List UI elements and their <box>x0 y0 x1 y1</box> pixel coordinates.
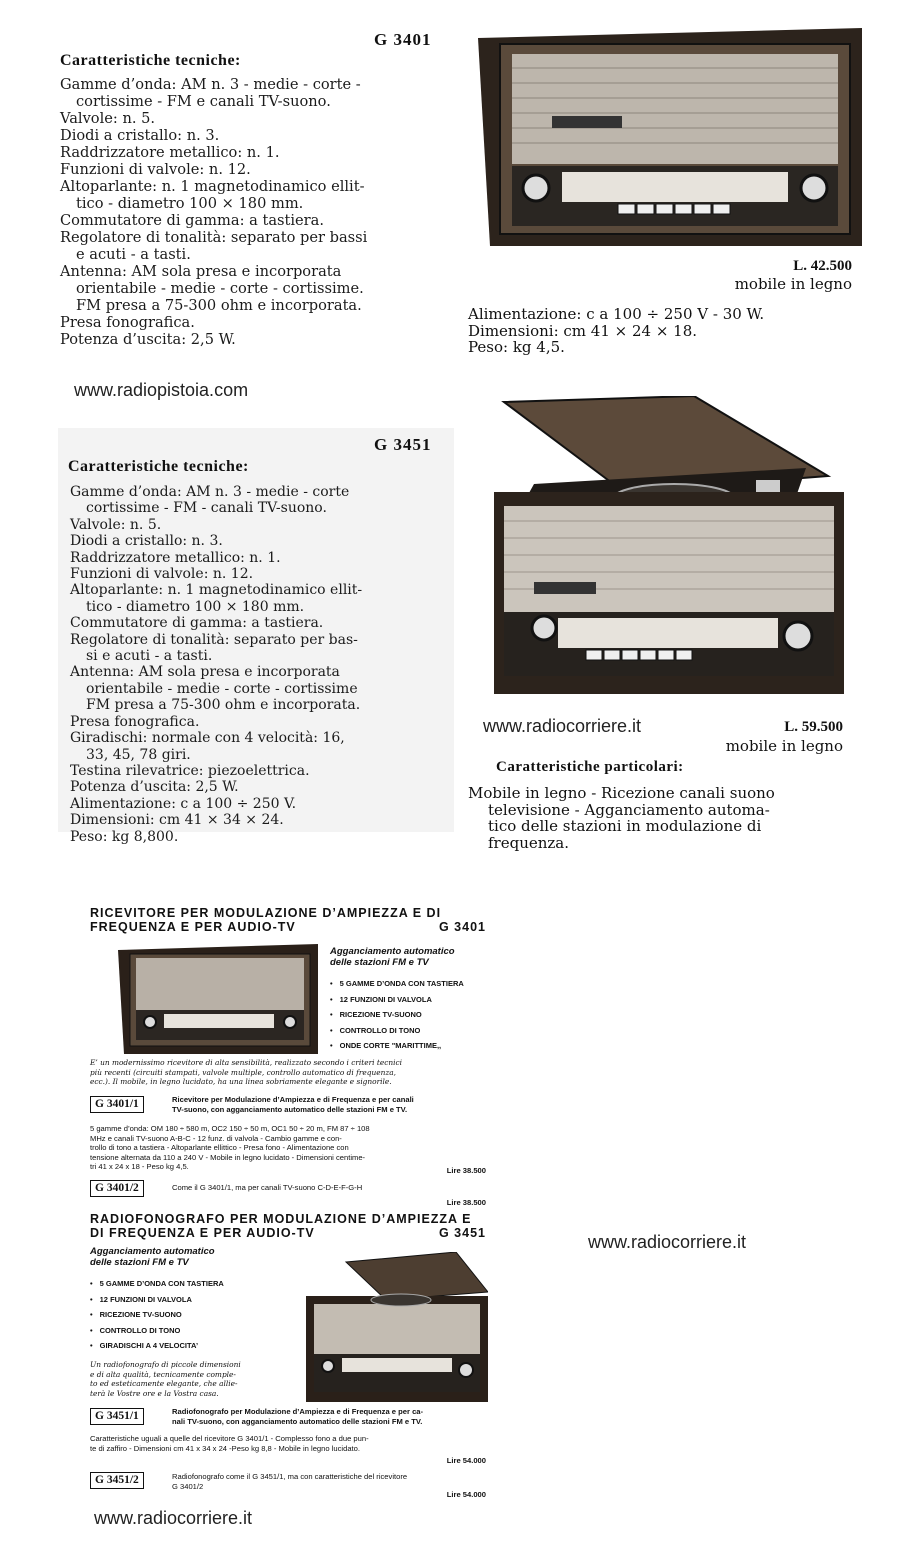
item-price: Lire 54.000 <box>446 1490 486 1499</box>
spec-item <box>70 730 362 763</box>
spec-line: Alimentazione: c a 100 ÷ 250 V. <box>70 795 297 812</box>
spec-continuation: orientabile - medie - corte - cortissime. <box>76 280 364 297</box>
item-detail <box>90 1124 488 1172</box>
catalog-sub-1-line-2: delle stazioni FM e TV <box>330 957 429 968</box>
g3401-power: Alimentazione: c a 100 ÷ 250 V - 30 W. <box>468 305 765 323</box>
spec-item <box>70 533 362 549</box>
catalog-bullets-1 <box>330 976 464 1054</box>
catalog-title-2-line-2: DI FREQUENZA E PER AUDIO-TV <box>90 1226 315 1240</box>
catalog-radiogram-image <box>306 1252 488 1402</box>
spec-item <box>70 829 362 845</box>
item-4-desc-line-2: G 3401/2 <box>172 1481 204 1491</box>
spec-continuation: tico - diametro 100 × 180 mm. <box>76 195 304 212</box>
catalog-radiogram-illustration <box>306 1252 488 1402</box>
catalog-bullet-item: • RICEZIONE TV-SUONO <box>330 1007 464 1023</box>
catalog-section <box>90 906 488 1506</box>
item-code: G 3401/2 <box>90 1180 144 1197</box>
catalog-bullet-item: • 12 FUNZIONI DI VALVOLA <box>330 992 464 1008</box>
catalog-bullet-item: • ONDE CORTE "MARITTIME,, <box>330 1038 464 1054</box>
radiopistoia-url[interactable]: www.radiopistoia.com <box>74 380 249 400</box>
spec-line: Funzioni di valvole: n. 12. <box>60 161 251 178</box>
catalog-title-2 <box>90 1212 488 1240</box>
spec-line: Valvole: n. 5. <box>60 110 156 127</box>
item-1-detail-line-1: 5 gamme d’onda: OM 180 ÷ 580 m, OC2 150 ÷ 50 m, OC1 50 ÷ 20 m, FM 87 ÷ 108 <box>90 1124 370 1133</box>
g3401-model: G 3401 <box>374 30 432 49</box>
spec-item <box>60 144 367 161</box>
spec-line: Testina rilevatrice: piezoelettrica. <box>70 762 310 779</box>
spec-continuation: FM presa a 75-300 ohm e incorporata. <box>76 297 362 314</box>
spec-line: Antenna: AM sola presa e incorporata <box>60 263 342 280</box>
spec-item <box>70 763 362 779</box>
catalog-sub-1-line-1: Agganciamento automatico <box>330 946 455 957</box>
catalog-bullet-item: • RICEZIONE TV-SUONO <box>90 1307 224 1323</box>
spec-line: Altoparlante: n. 1 magnetodinamico ellit- <box>70 582 363 599</box>
catalog-model-1: G 3401 <box>438 920 486 934</box>
spec-item <box>70 484 362 517</box>
radiocorriere-url-bottom[interactable]: www.radiocorriere.it <box>94 1508 253 1528</box>
spec-line: Valvole: n. 5. <box>70 516 162 533</box>
catalog-bullet-item: • 5 GAMME D’ONDA CON TASTIERA <box>90 1276 224 1292</box>
spec-line: Dimensioni: cm 41 × 34 × 24. <box>70 812 284 829</box>
catalog-sub-2 <box>90 1246 215 1268</box>
g3451-spec-list <box>70 484 362 845</box>
intro-1-line-1: E’ un modernissimo ricevitore di alta sensibilità, realizzato secondo i criteri tecnici <box>90 1058 402 1067</box>
g3401-spec-list <box>60 76 367 348</box>
catalog-title-1-line-1: RICEVITORE PER MODULAZIONE D’AMPIEZZA E DI <box>90 906 442 920</box>
g3451-cabinet: mobile in legno <box>725 737 843 755</box>
g3401-weight: Peso: kg 4,5. <box>468 338 565 356</box>
catalog-intro-2 <box>90 1360 290 1398</box>
particular-line-1: Mobile in legno - Ricezione canali suono <box>468 784 775 802</box>
item-code: G 3451/1 <box>90 1408 144 1425</box>
item-desc: Come il G 3401/1, ma per canali TV-suono C-D-E-F-G-H <box>172 1183 363 1192</box>
spec-continuation: tico - diametro 100 × 180 mm. <box>86 598 305 615</box>
catalog-model-2: G 3451 <box>438 1226 486 1240</box>
item-3-detail-line-1: Caratteristiche uguali a quelle del ricevitore G 3401/1 - Complesso fono a due pun- <box>90 1434 369 1443</box>
item-price: Lire 38.500 <box>446 1198 486 1207</box>
spec-item <box>70 517 362 533</box>
spec-continuation: e acuti - a tasti. <box>76 246 191 263</box>
item-price: Lire 54.000 <box>446 1456 486 1465</box>
particular-line-3: tico delle stazioni in modulazione di <box>488 817 762 835</box>
spec-line: Commutatore di gamma: a tastiera. <box>60 212 324 229</box>
intro-2-line-3: to ed esteticamente elegante, che allie- <box>90 1379 238 1388</box>
g3451-radiogram-image <box>494 396 844 694</box>
spec-line: Commutatore di gamma: a tastiera. <box>70 615 324 632</box>
spec-line: Diodi a cristallo: n. 3. <box>70 533 223 550</box>
item-3-detail-line-2: te di zaffiro - Dimensioni cm 41 x 34 x 24 -Peso kg 8,8 - Mobile in legno lucidato. <box>90 1443 360 1453</box>
g3401-heading: Caratteristiche tecniche: <box>60 52 241 69</box>
spec-line: Potenza d’uscita: 2,5 W. <box>60 331 236 348</box>
item-1-desc-line-1: Ricevitore per Modulazione d’Ampiezza e di Frequenza e per canali <box>172 1095 414 1104</box>
spec-line: Funzioni di valvole: n. 12. <box>70 566 254 583</box>
catalog-bullets-2 <box>90 1276 224 1354</box>
spec-line: Regolatore di tonalità: separato per bas- <box>70 631 358 648</box>
intro-2-line-4: terà le Vostre ore e la Vostra casa. <box>90 1388 219 1398</box>
item-desc <box>172 1472 407 1491</box>
catalog-bullet-item: • GIRADISCHI A 4 VELOCITA’ <box>90 1338 224 1354</box>
spec-item <box>60 229 367 263</box>
item-price: Lire 38.500 <box>446 1166 486 1175</box>
intro-1-line-3: ecc.). Il mobile, in legno lucidato, ha una linea sobriamente elegante e signorile. <box>90 1077 392 1086</box>
catalog-radio-image <box>118 944 318 1054</box>
spec-item <box>70 779 362 795</box>
item-3-desc-line-2: nali TV-suono, con agganciamento automatico delle stazioni FM e TV. <box>172 1416 423 1426</box>
spec-line: Presa fonografica. <box>60 314 195 331</box>
item-detail <box>90 1434 488 1453</box>
intro-2-line-1: Un radiofonografo di piccole dimensioni <box>90 1360 241 1369</box>
spec-line: Presa fonografica. <box>70 713 200 730</box>
catalog-intro-1 <box>90 1058 488 1087</box>
spec-line: Altoparlante: n. 1 magnetodinamico ellit- <box>60 178 365 195</box>
spec-item <box>60 110 367 127</box>
spec-item <box>70 664 362 713</box>
g3451-particular-heading: Caratteristiche particolari: <box>496 759 684 775</box>
spec-line: Peso: kg 8,800. <box>70 828 179 845</box>
g3451-price: L. 59.500 <box>784 719 843 735</box>
spec-line: Gamme d’onda: AM n. 3 - medie - corte - <box>60 76 361 93</box>
item-1-detail-line-2: MHz e canali TV-suono A-B-C - 12 funz. di valvola - Cambio gamme e con- <box>90 1133 342 1143</box>
spec-item <box>60 161 367 178</box>
spec-item <box>60 331 367 348</box>
catalog-title-1-line-2: FREQUENZA E PER AUDIO-TV <box>90 920 296 934</box>
spec-line: Diodi a cristallo: n. 3. <box>60 127 220 144</box>
spec-item <box>70 714 362 730</box>
g3401-radio-image <box>478 28 862 246</box>
spec-item <box>70 582 362 615</box>
spec-item <box>60 212 367 229</box>
spec-item <box>70 632 362 665</box>
spec-item <box>70 796 362 812</box>
spec-item <box>70 550 362 566</box>
catalog-radio-illustration <box>118 944 318 1054</box>
g3401-extra <box>468 306 764 356</box>
spec-item <box>70 812 362 828</box>
item-1-detail-line-3: trollo di tono a tastiera - Altoparlante ellittico - Presa fono - Alimentazione con <box>90 1143 349 1152</box>
spec-continuation: 33, 45, 78 giri. <box>86 746 191 763</box>
catalog-sub-2-line-1: Agganciamento automatico <box>90 1246 215 1257</box>
catalog-bullet-item: • CONTROLLO DI TONO <box>90 1323 224 1339</box>
spec-continuation: si e acuti - a tasti. <box>86 648 213 665</box>
spec-line: Potenza d’uscita: 2,5 W. <box>70 779 239 796</box>
catalog-title-1 <box>90 906 488 934</box>
intro-1-line-2: più recenti (circuiti stampati, valvole multiple, controllo automatico di frequenza, <box>90 1067 397 1077</box>
g3451-heading: Caratteristiche tecniche: <box>68 458 249 475</box>
spec-item <box>70 566 362 582</box>
catalog-sub-1 <box>330 946 455 968</box>
catalog-bullet-item: • 5 GAMME D’ONDA CON TASTIERA <box>330 976 464 992</box>
catalog-title-2-line-1: RADIOFONOGRAFO PER MODULAZIONE D’AMPIEZZA E <box>90 1212 472 1226</box>
item-1-desc-line-2: TV-suono, con agganciamento automatico delle stazioni FM e TV. <box>172 1104 408 1114</box>
spec-line: Raddrizzatore metallico: n. 1. <box>70 549 281 566</box>
g3451-particular <box>468 785 775 851</box>
spec-continuation: FM presa a 75-300 ohm e incorporata. <box>86 697 361 714</box>
spec-line: Regolatore di tonalità: separato per bassi <box>60 229 368 246</box>
radio-illustration <box>478 28 862 246</box>
item-1-detail-line-5: tri 41 x 24 x 18 - Peso kg 4,5. <box>90 1162 189 1171</box>
item-desc <box>172 1095 414 1114</box>
spec-line: Gamme d’onda: AM n. 3 - medie - corte <box>70 484 350 500</box>
item-3-desc-line-1: Radiofonografo per Modulazione d’Ampiezza e di Frequenza e per ca- <box>172 1407 424 1416</box>
catalog-bullet-item: • 12 FUNZIONI DI VALVOLA <box>90 1292 224 1308</box>
radiogram-illustration <box>494 396 844 694</box>
spec-item <box>60 178 367 212</box>
radiocorriere-url-right[interactable]: www.radiocorriere.it <box>588 1232 747 1252</box>
item-desc <box>172 1407 423 1426</box>
intro-2-line-2: e di alta qualità, tecnicamente comple- <box>90 1369 236 1379</box>
spec-item <box>60 263 367 314</box>
item-code: G 3401/1 <box>90 1096 144 1113</box>
particular-line-4: frequenza. <box>488 833 570 852</box>
catalog-bullet-item: • CONTROLLO DI TONO <box>330 1023 464 1039</box>
item-1-detail-line-4: tensione alternata da 110 a 240 V - Mobile in legno lucidato - Dimensioni centime- <box>90 1152 366 1162</box>
g3401-price: L. 42.500 <box>793 258 852 274</box>
spec-continuation: cortissime - FM e canali TV-suono. <box>76 93 331 110</box>
spec-line: Raddrizzatore metallico: n. 1. <box>60 144 280 161</box>
spec-continuation: cortissime - FM - canali TV-suono. <box>86 500 327 517</box>
g3401-dimensions: Dimensioni: cm 41 × 24 × 18. <box>468 321 698 340</box>
g3451-model: G 3451 <box>374 435 432 454</box>
spec-continuation: orientabile - medie - corte - cortissime <box>86 680 358 697</box>
catalog-sub-2-line-2: delle stazioni FM e TV <box>90 1257 189 1268</box>
g3451-url[interactable]: www.radiocorriere.it <box>483 716 642 736</box>
spec-item <box>60 76 367 110</box>
spec-line: Antenna: AM sola presa e incorporata <box>70 664 340 681</box>
spec-item <box>60 314 367 331</box>
item-code: G 3451/2 <box>90 1472 144 1489</box>
particular-line-2: televisione - Agganciamento automa- <box>488 800 770 819</box>
spec-item <box>60 127 367 144</box>
spec-line: Giradischi: normale con 4 velocità: 16, <box>70 730 345 747</box>
item-4-desc-line-1: Radiofonografo come il G 3451/1, ma con caratteristiche del ricevitore <box>172 1472 408 1481</box>
spec-item <box>70 615 362 631</box>
g3401-cabinet: mobile in legno <box>734 275 852 293</box>
